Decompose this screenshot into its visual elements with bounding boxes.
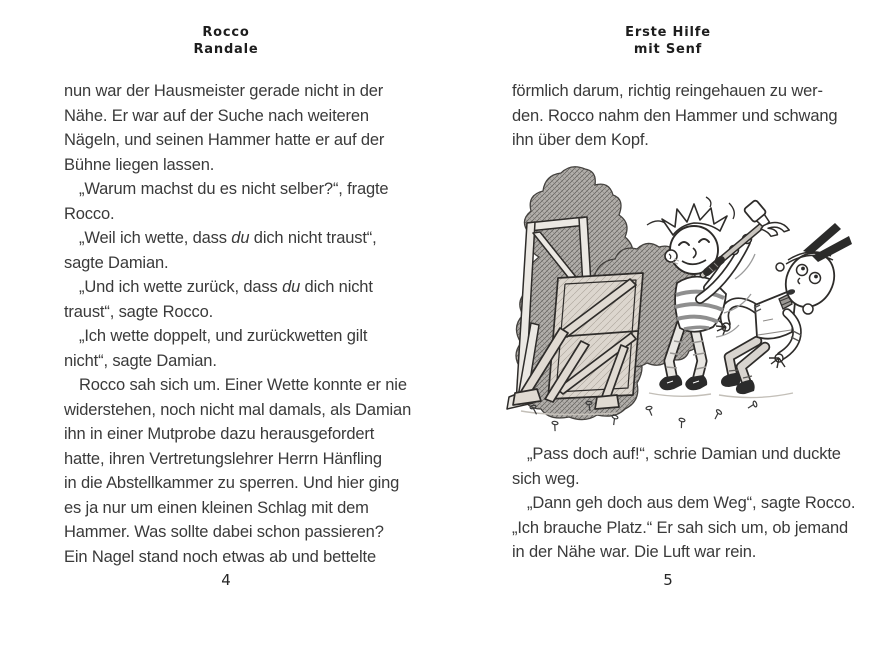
text-line: widerstehen, noch nicht mal damals, als Damian [64, 400, 412, 419]
text-line: ihn in einer Mutprobe dazu herausgefordert [64, 425, 375, 443]
text-line: nun war der Hausmeister gerade nicht in der [64, 82, 384, 100]
running-head-right [538, 25, 798, 58]
text-line: Ein Nagel stand noch etwas ab und bettelte [64, 547, 377, 566]
text-line: den. Rocco nahm den Hammer und schwang [512, 106, 838, 125]
text-line: sich weg. [512, 469, 580, 488]
running-head-line1: Rocco [202, 25, 250, 40]
text-line: Rocco sah sich um. Einer Wette konnte er nie [79, 376, 407, 394]
text-line: hatte, ihren Vertretungslehrer Herrn Hänfling [64, 449, 382, 468]
running-head-line1: Erste Hilfe [625, 25, 711, 40]
text-line: Bühne liegen lassen. [64, 155, 215, 174]
text-line: traust“, sagte Rocco. [64, 302, 214, 321]
text-line: „Weil ich wette, dass du dich nicht traust“, [79, 229, 377, 247]
text-line: Nähe. Er war auf der Suche nach weiteren [64, 106, 369, 125]
illustration [497, 161, 883, 439]
text-line: „Ich wette doppelt, und zurückwetten gilt [79, 327, 368, 345]
page-number-left: 4 [221, 571, 231, 589]
page-number-right: 5 [663, 571, 673, 589]
text-line: förmlich darum, richtig reingehauen zu wer- [512, 82, 823, 100]
text-line: „Dann geh doch aus dem Weg“, sagte Rocco. [527, 494, 856, 512]
running-head-left [96, 25, 356, 58]
text-line: sagte Damian. [64, 253, 169, 272]
running-head-line2: mit Senf [633, 41, 703, 57]
text-line: es ja nur um einen kleinen Schlag mit dem [64, 498, 369, 517]
left-text-column [64, 79, 446, 569]
running-head-line2: Randale [193, 41, 259, 57]
text-line: Hammer. Was sollte dabei schon passieren? [64, 523, 384, 541]
right-text-column-top [512, 79, 884, 153]
right-text-column-bottom [512, 442, 884, 565]
text-line: in die Abstellkammer zu sperren. Und hier ging [64, 474, 400, 492]
text-line: ihn über dem Kopf. [512, 131, 649, 149]
damian-right-hand [769, 354, 785, 368]
illustration-hammer-scene [497, 161, 883, 439]
text-line: „Pass doch auf!“, schrie Damian und duckte [527, 445, 841, 463]
text-line: nicht“, sagte Damian. [64, 351, 217, 370]
text-line: „Warum machst du es nicht selber?“, fragte [79, 180, 389, 198]
text-line: „Ich brauche Platz.“ Er sah sich um, ob jemand [512, 518, 849, 537]
text-line: Rocco. [64, 204, 115, 223]
text-line: „Und ich wette zurück, dass du dich nicht [79, 278, 373, 296]
text-line: in der Nähe war. Die Luft war rein. [512, 543, 757, 561]
text-line: Nägeln, und seinen Hammer hatte er auf der [64, 131, 385, 149]
